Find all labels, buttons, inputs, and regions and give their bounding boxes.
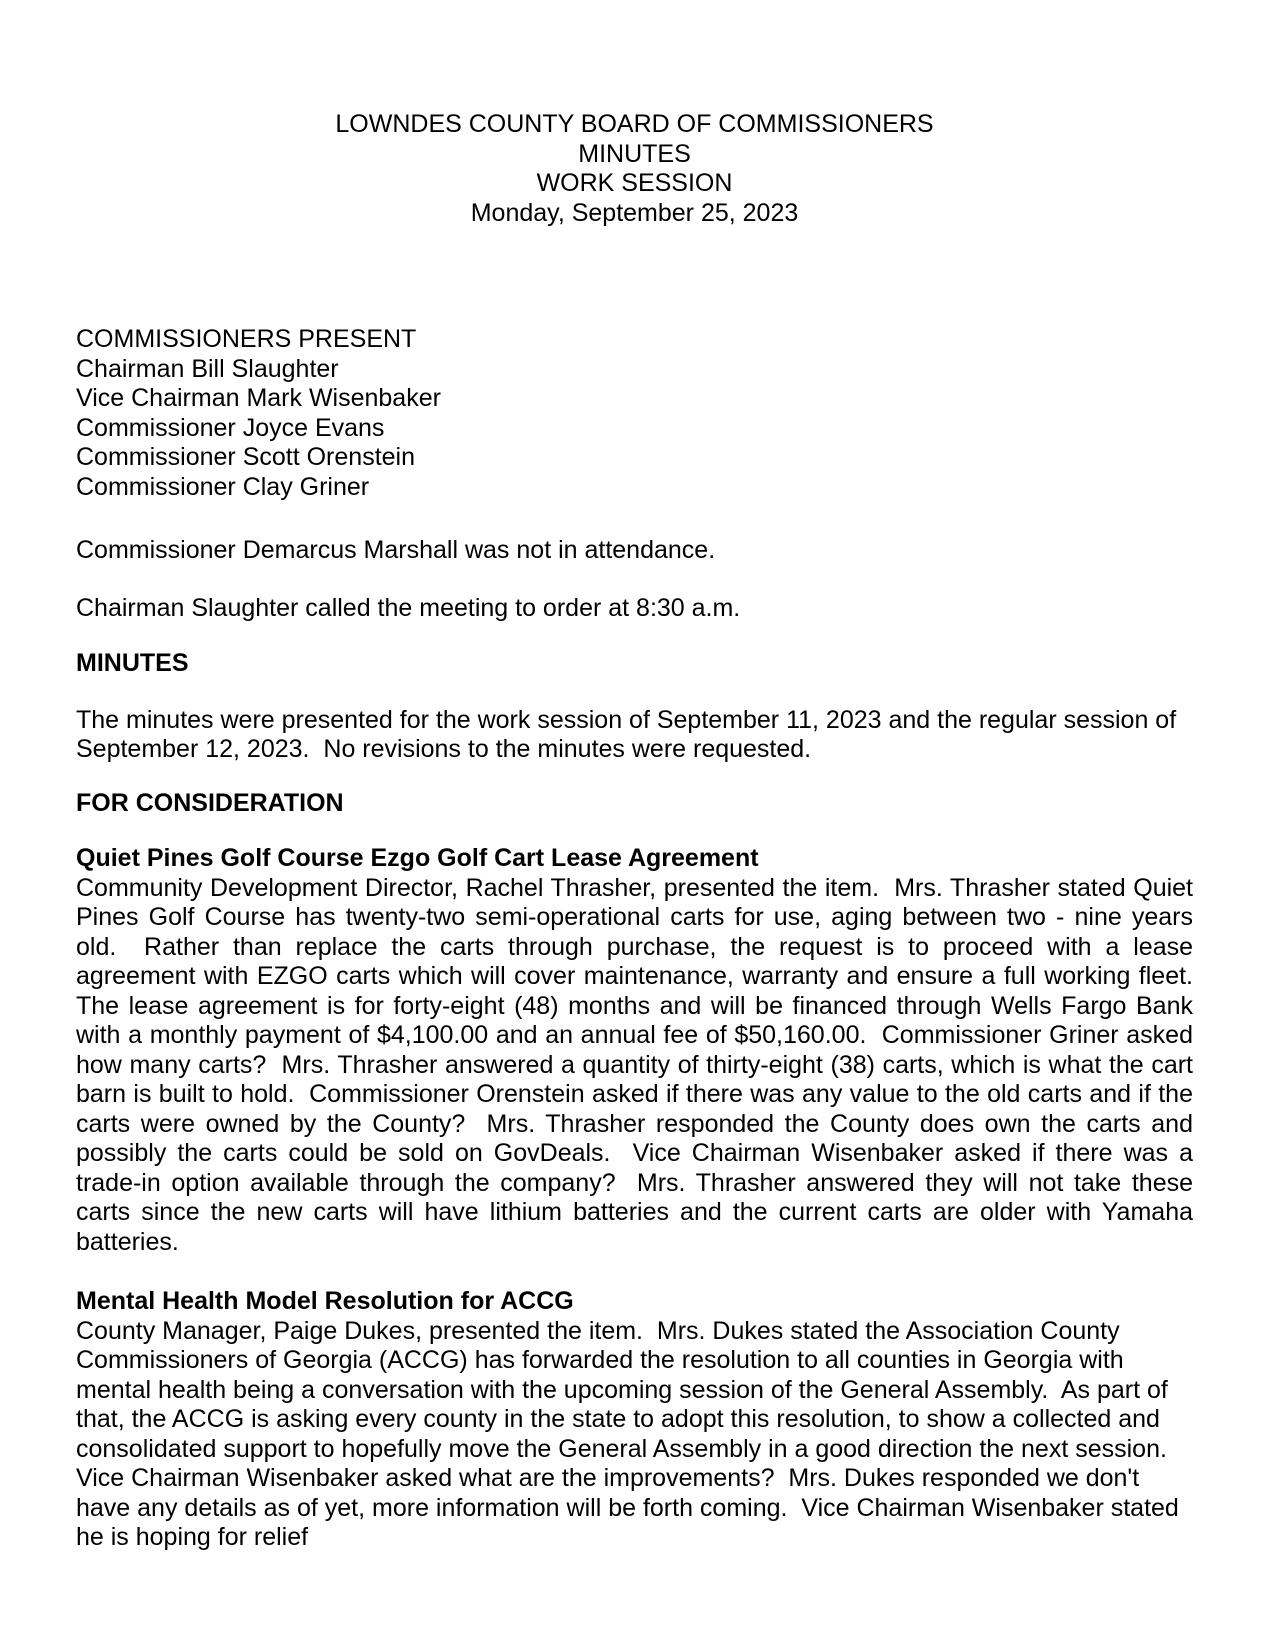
commissioners-present-heading: COMMISSIONERS PRESENT <box>76 325 417 353</box>
absence-note: Commissioner Demarcus Marshall was not in attendance. <box>76 536 716 564</box>
header-minutes-line: MINUTES <box>578 139 691 168</box>
header-session-line: WORK SESSION <box>536 169 733 197</box>
call-to-order-note: Chairman Slaughter called the meeting to order at 8:30 a.m. <box>76 593 741 622</box>
minutes-section-body: The minutes were presented for the work session of September 11, 2023 and the regular session of September 12, 2023. No revisions to the minutes were requested. <box>76 705 1184 763</box>
header-date-line: Monday, September 25, 2023 <box>470 198 799 227</box>
commissioner-name: Chairman Bill Slaughter <box>76 354 339 383</box>
commissioner-name: Commissioner Clay Griner <box>76 472 370 501</box>
attendance-section <box>76 325 1193 623</box>
minutes-section-heading: MINUTES <box>76 649 189 677</box>
minutes-section <box>76 649 1193 765</box>
consideration-section-heading: FOR CONSIDERATION <box>76 788 344 817</box>
item-body-golf-cart-lease: Community Development Director, Rachel Thrasher, presented the item. Mrs. Thrasher stated Quiet Pines Golf Course has twenty-two semi-operational carts for use, aging between two - nine years old. Rather than replace the carts through purchase, the request is to proceed with a lease agreement with EZGO carts which will cover maintenance, warranty and ensure a full working fleet. The lease agreement is for forty-eight (48) months and will be financed through Wells Fargo Bank with a monthly payment of $4,100.00 and an annual fee of $50,160.00. Commissioner Griner asked how many carts? Mrs. Thrasher answered a quantity of thirty-eight (38) carts, which is what the cart barn is built to hold. Commissioner Orenstein asked if there was any value to the old carts and if the carts were owned by the County? Mrs. Thrasher responded the County does own the carts and possibly the carts could be sold on GovDeals. Vice Chairman Wisenbaker asked if there was a trade-in option available through the company? Mrs. Thrasher answered they will not take these carts since the new carts will have lithium batteries and the current carts are older with Yamaha batteries. <box>76 873 1207 1256</box>
commissioner-name: Commissioner Scott Orenstein <box>76 443 416 471</box>
commissioner-name: Vice Chairman Mark Wisenbaker <box>76 384 441 412</box>
item-title-golf-cart-lease: Quiet Pines Golf Course Ezgo Golf Cart Lease Agreement <box>76 844 759 872</box>
document-header <box>76 110 1193 228</box>
item-body-mental-health-resolution: County Manager, Paige Dukes, presented the item. Mrs. Dukes stated the Association County Commissioners of Georgia (ACCG) has forwarded the resolution to all counties in Georgia with mental health being a conversation with the upcoming session of the General Assembly. As part of that, the ACCG is asking every county in the state to adopt this resolution, to show a collected and consolidated support to hopefully move the General Assembly in a good direction the next session. Vice Chairman Wisenbaker asked what are the improvements? Mrs. Dukes responded we don't have any details as of yet, more information will be forth coming. Vice Chairman Wisenbaker stated he is hoping for relief <box>76 1316 1186 1551</box>
commissioner-name: Commissioner Joyce Evans <box>76 413 385 442</box>
header-org-line: LOWNDES COUNTY BOARD OF COMMISSIONERS <box>335 110 934 138</box>
consideration-item <box>76 1287 1193 1553</box>
consideration-item <box>76 844 1207 1257</box>
consideration-section <box>76 788 1207 1553</box>
item-title-mental-health-resolution: Mental Health Model Resolution for ACCG <box>76 1287 574 1315</box>
